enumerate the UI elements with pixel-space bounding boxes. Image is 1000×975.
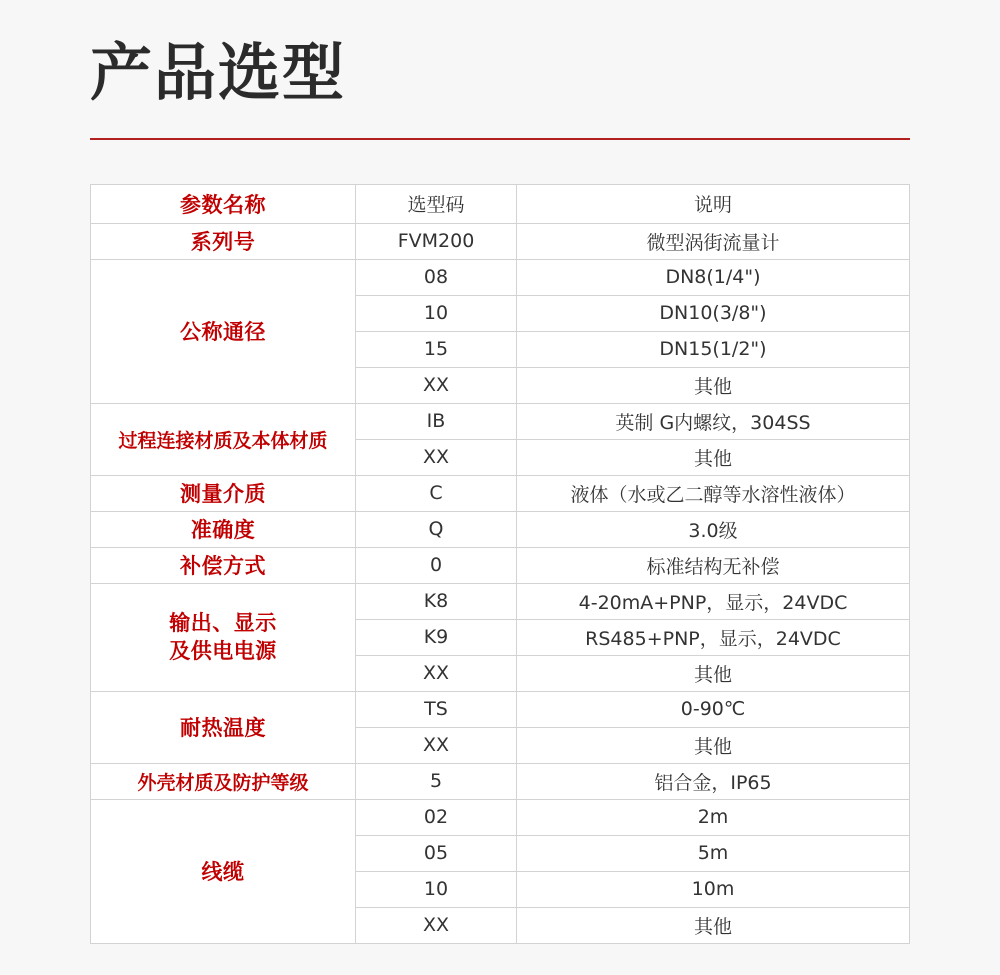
description-cell: 铝合金，IP65 [517, 763, 910, 799]
selection-code-cell: 08 [356, 259, 517, 295]
description-cell: 2m [517, 799, 910, 835]
description-cell: 4-20mA+PNP，显示，24VDC [517, 583, 910, 619]
selection-code-cell: FVM200 [356, 223, 517, 259]
selection-code-cell: 15 [356, 331, 517, 367]
selection-code-cell: K8 [356, 583, 517, 619]
description-cell: 0-90℃ [517, 691, 910, 727]
description-cell: 5m [517, 835, 910, 871]
description-cell: 英制 G内螺纹，304SS [517, 403, 910, 439]
selection-code-cell: C [356, 475, 517, 511]
description-cell: 其他 [517, 439, 910, 475]
description-cell: 液体（水或乙二醇等水溶性液体） [517, 475, 910, 511]
description-cell: 微型涡街流量计 [517, 223, 910, 259]
selection-code-cell: 02 [356, 799, 517, 835]
param-name-cell: 线缆 [91, 799, 356, 943]
table-row [91, 511, 910, 547]
selection-code-cell: XX [356, 727, 517, 763]
selection-code-cell: 10 [356, 871, 517, 907]
description-cell: 10m [517, 871, 910, 907]
selection-code-cell: 10 [356, 295, 517, 331]
selection-code-cell: TS [356, 691, 517, 727]
selection-code-cell: Q [356, 511, 517, 547]
description-cell: DN15(1/2") [517, 331, 910, 367]
param-name-cell: 补偿方式 [91, 547, 356, 583]
param-name-cell: 过程连接材质及本体材质 [91, 403, 356, 475]
description-cell: 标准结构无补偿 [517, 547, 910, 583]
selection-table [90, 184, 910, 944]
table-row [91, 799, 910, 835]
description-cell: 其他 [517, 727, 910, 763]
description-cell: DN8(1/4") [517, 259, 910, 295]
table-row [91, 475, 910, 511]
selection-code-cell: XX [356, 907, 517, 943]
table-row [91, 763, 910, 799]
description-cell: 其他 [517, 907, 910, 943]
table-row [91, 691, 910, 727]
selection-code-cell: 5 [356, 763, 517, 799]
selection-code-cell: 0 [356, 547, 517, 583]
selection-code-cell: K9 [356, 619, 517, 655]
description-cell: 3.0级 [517, 511, 910, 547]
param-name-cell: 耐热温度 [91, 691, 356, 763]
param-name-cell: 输出、显示 及供电电源 [91, 583, 356, 691]
table-header-row [91, 184, 910, 223]
param-name-cell: 测量介质 [91, 475, 356, 511]
selection-code-cell: IB [356, 403, 517, 439]
table-row [91, 259, 910, 295]
selection-code-cell: XX [356, 367, 517, 403]
selection-code-cell: 05 [356, 835, 517, 871]
param-name-cell: 系列号 [91, 223, 356, 259]
table-row [91, 547, 910, 583]
header-description: 说明 [517, 184, 910, 223]
table-row [91, 403, 910, 439]
selection-code-cell: XX [356, 439, 517, 475]
param-name-cell: 准确度 [91, 511, 356, 547]
table-row [91, 583, 910, 619]
description-cell: DN10(3/8") [517, 295, 910, 331]
page-title: 产品选型 [90, 36, 347, 109]
param-name-cell: 公称通径 [91, 259, 356, 403]
description-cell: RS485+PNP，显示，24VDC [517, 619, 910, 655]
selection-table-wrapper [90, 184, 910, 944]
title-divider [90, 138, 910, 140]
header-param-name: 参数名称 [91, 184, 356, 223]
header-selection-code: 选型码 [356, 184, 517, 223]
description-cell: 其他 [517, 655, 910, 691]
table-row [91, 223, 910, 259]
param-name-cell: 外壳材质及防护等级 [91, 763, 356, 799]
selection-code-cell: XX [356, 655, 517, 691]
description-cell: 其他 [517, 367, 910, 403]
